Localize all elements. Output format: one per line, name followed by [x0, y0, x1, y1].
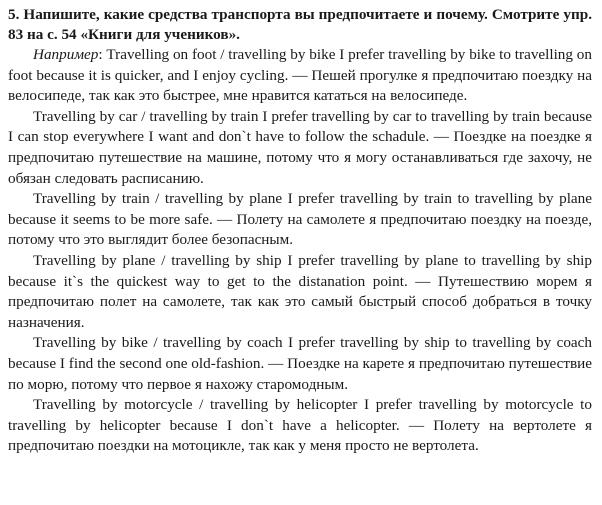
answer-paragraph-1 [8, 45, 592, 107]
task-heading: 5. Напишите, какие средства транспорта вы предпочитаете и почему. Смотрите упр. 83 на с. 54 «Книги для учеников». [8, 6, 592, 43]
answer-paragraph-2: Travelling by car / travelling by train I prefer travelling by car to travelling by train because I can stop everywhere I want and don`t have to follow the schadule. — Поездке на поездке я предпочитаю путешествие на машине, потому что я могу останавливаться где захочу, не обязан следовать расписанию. [8, 107, 592, 187]
answer-paragraph-6: Travelling by motorcycle / travelling by helicopter I prefer travelling by motorcycle to travelling by helicopter because I don`t have a helicopter. — Полету на вертолете я предпочитаю поездки на мотоцикле, так как у меня просто не вертолета. [8, 396, 592, 455]
example-lead: Например [33, 46, 99, 63]
answer-paragraph-4: Travelling by plane / travelling by ship I prefer travelling by plane to travelling by ship because it`s the quickest way to get to the distanation point. — Путешествию морем я предпочитаю полет на самолете, так как это самый быстрый способ добраться в точку назначения. [8, 251, 592, 331]
textbook-page [8, 5, 592, 457]
answer-paragraph-5: Travelling by bike / travelling by coach I prefer travelling by ship to travelling by coach because I find the second one old-fashion. — Поездке на карете я предпочитаю путешествие по морю, потому что первое я нахожу старомодным. [8, 334, 592, 393]
answer-text-1: : Travelling on foot / travelling by bike I prefer travelling by bike to travelling on foot because it is quicker, and I enjoy cycling. — Пешей прогулке я предпочитаю поездку на велосипеде, так как это быстрее, мне нравится кататься на велосипеде. [8, 46, 592, 105]
answer-paragraph-3: Travelling by train / travelling by plane I prefer travelling by train to travelling by plane because it seems to be more safe. — Полету на самолете я предпочитаю поездку на поезде, потому что это выглядит более безопасным. [8, 190, 592, 249]
